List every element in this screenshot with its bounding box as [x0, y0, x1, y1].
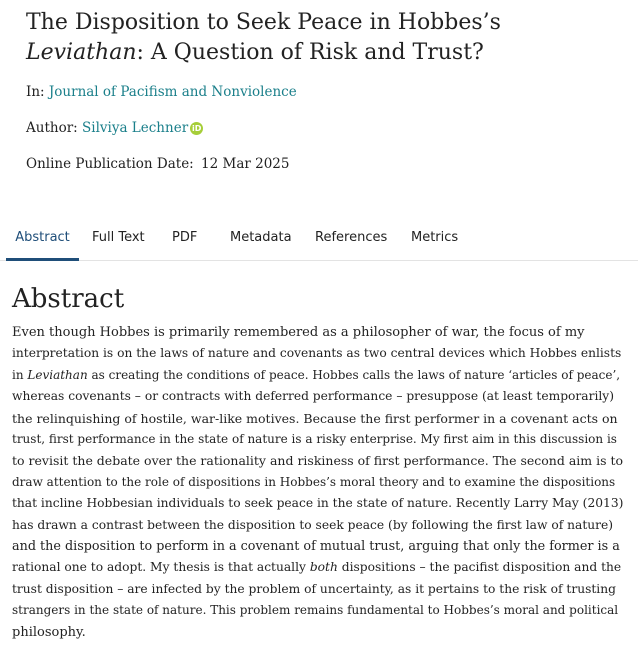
author-label: Author: [26, 120, 78, 136]
article-title [26, 8, 621, 68]
abstract-line: trust, first performance in the state of nature is a risky enterprise. My first aim in this discussion is [12, 432, 617, 447]
tab-metrics[interactable]: Metrics [411, 230, 459, 245]
author-line [26, 120, 203, 136]
abstract-line: the relinquishing of hostile, war-like motives. Because the first performer in a covenant acts on [12, 410, 618, 426]
article-tabs [0, 222, 638, 261]
in-label: In: [26, 84, 45, 100]
tab-abstract[interactable]: Abstract [6, 222, 79, 261]
journal-line [26, 84, 297, 100]
author-link[interactable]: Silviya Lechner [82, 120, 189, 136]
tab-full-text[interactable]: Full Text [92, 230, 145, 245]
abstract-line: whereas covenants – or contracts with deferred performance – presuppose (at least temporarily) [12, 389, 614, 404]
journal-link[interactable]: Journal of Pacifism and Nonviolence [48, 84, 297, 100]
abstract-line: Even though Hobbes is primarily remembered as a philosopher of war, the focus of my [12, 325, 585, 340]
abstract-line: that incline Hobbesian individuals to seek peace in the state of nature. Recently Larry May (2013) [12, 496, 624, 511]
title-text-end: : A Question of Risk and Trust? [136, 40, 484, 65]
abstract-line: philosophy. [12, 624, 86, 640]
tab-pdf[interactable]: PDF [172, 230, 198, 245]
date-label: Online Publication Date: [26, 156, 194, 172]
tab-references[interactable]: References [315, 230, 388, 245]
title-text: The Disposition to Seek Peace in Hobbes’s [26, 10, 501, 35]
abstract-line: trust disposition – are infected by the problem of uncertainty, as it pertains to the risk of trusting [12, 581, 616, 596]
title-italic: Leviathan [26, 40, 137, 65]
abstract-line: in Leviathan as creating the conditions of peace. Hobbes calls the laws of nature ‘articles of peace’, [12, 367, 621, 382]
abstract-text [12, 322, 624, 643]
abstract-heading: Abstract [12, 284, 125, 314]
abstract-line: has drawn a contrast between the disposition to seek peace (by following the first law of nature) [12, 517, 614, 532]
abstract-line: draw attention to the role of dispositions in Hobbes’s moral theory and to examine the dispositions [12, 474, 616, 489]
abstract-line: and the disposition to perform in a covenant of mutual trust, arguing that only the former is a [12, 539, 620, 555]
abstract-line: interpretation is on the laws of nature and covenants as two central devices which Hobbes enlists [12, 346, 622, 361]
publication-date: 12 Mar 2025 [201, 156, 290, 172]
orcid-icon[interactable]: iD [191, 124, 202, 133]
abstract-line: to revisit the debate over the rationality and riskiness of first performance. The second aim is to [12, 453, 624, 469]
tab-metadata[interactable]: Metadata [230, 230, 292, 245]
publication-date-line [26, 156, 289, 172]
abstract-line: rational one to adopt. My thesis is that actually both dispositions – the pacifist disposition and the [12, 560, 622, 575]
abstract-line: strangers in the state of nature. This problem remains fundamental to Hobbes’s moral and political [12, 603, 619, 618]
